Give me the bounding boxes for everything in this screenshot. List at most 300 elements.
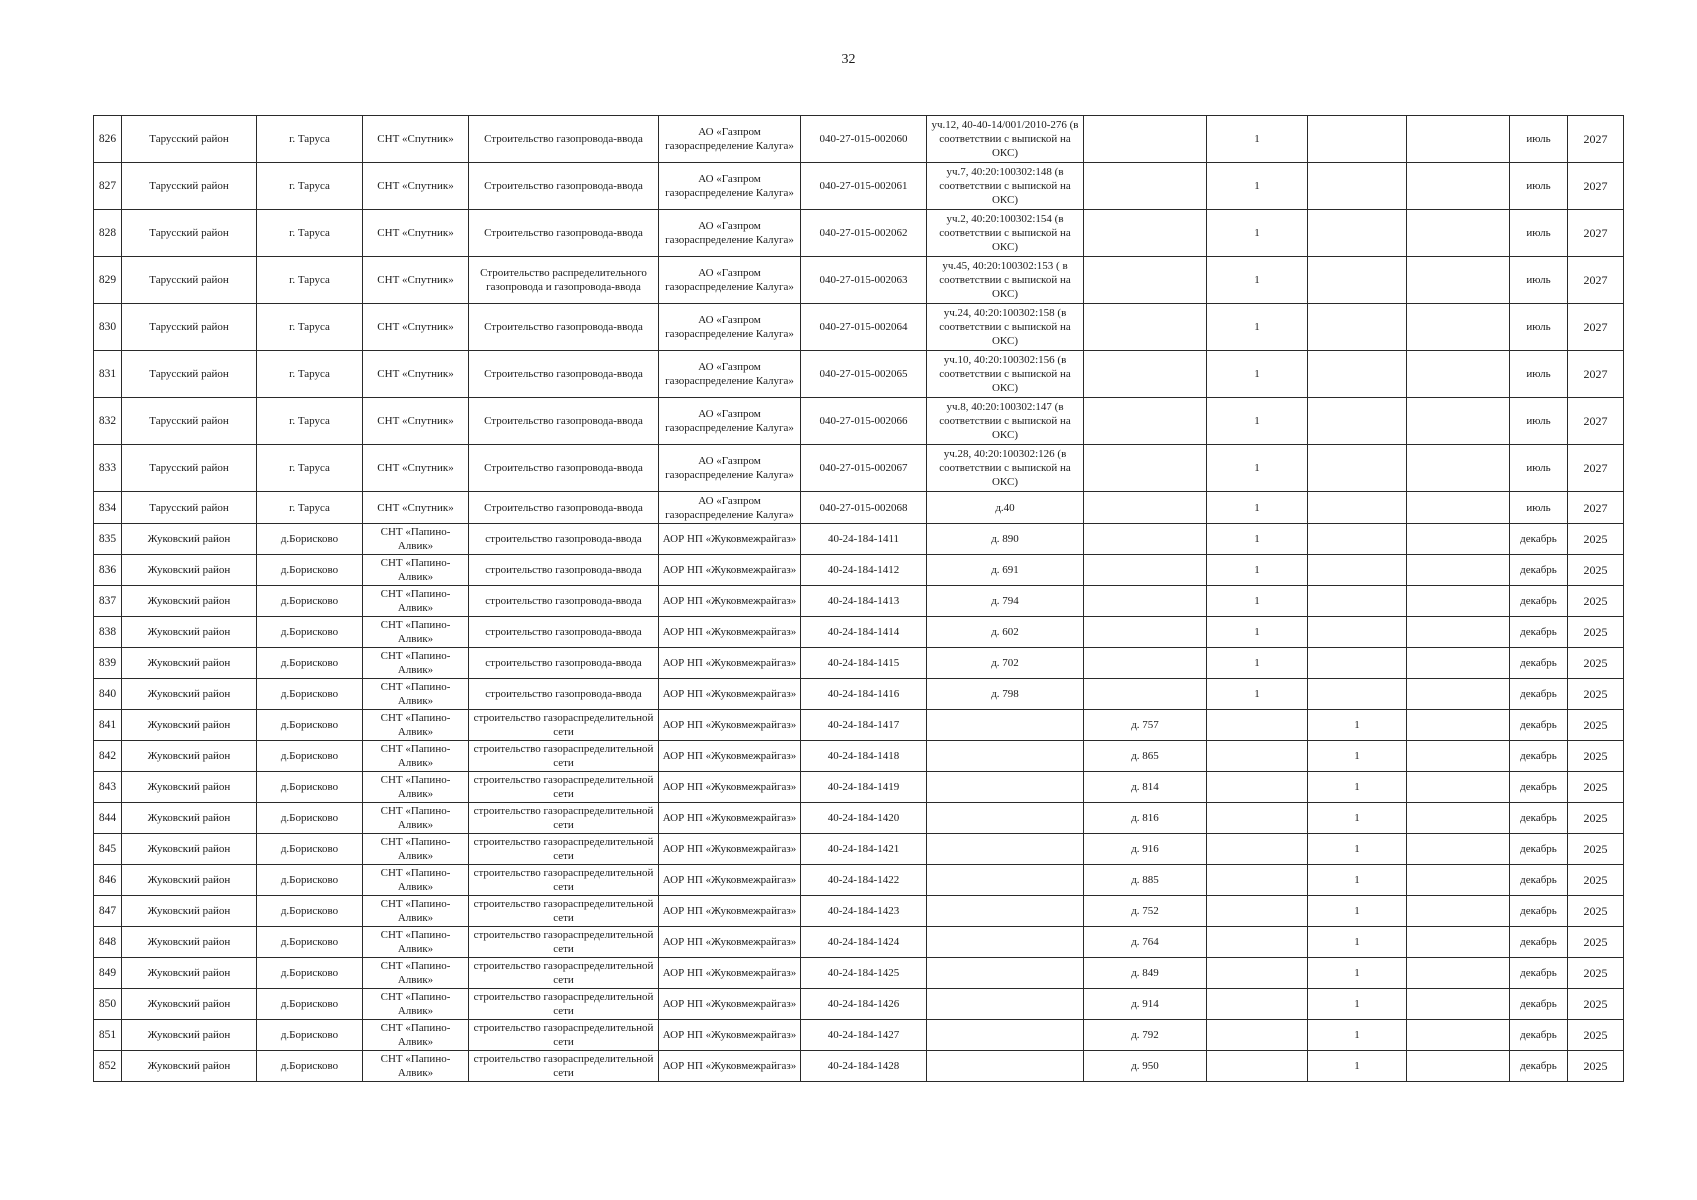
count-cell-c [1407,1051,1510,1082]
table-row [94,648,1624,679]
partnership-cell: СНТ «Папино-Алвик» [363,896,469,927]
code-cell: 040-27-015-002063 [801,257,927,304]
count-cell-b: 1 [1308,927,1407,958]
year-cell: 2025 [1568,741,1624,772]
count-cell-a: 1 [1207,210,1308,257]
count-cell-b [1308,586,1407,617]
district-cell: Жуковский район [122,958,257,989]
house-info-cell [1084,648,1207,679]
organization-cell: АОР НП «Жуковмежрайгаз» [659,927,801,958]
organization-cell: АО «Газпром газораспределение Калуга» [659,351,801,398]
count-cell-a: 1 [1207,304,1308,351]
house-info-cell: д. 865 [1084,741,1207,772]
month-cell: декабрь [1510,865,1568,896]
house-info-cell: д. 916 [1084,834,1207,865]
organization-cell: АОР НП «Жуковмежрайгаз» [659,958,801,989]
district-cell: Жуковский район [122,989,257,1020]
locality-cell: д.Борисково [257,741,363,772]
year-cell: 2025 [1568,1051,1624,1082]
count-cell-a [1207,989,1308,1020]
locality-cell: д.Борисково [257,1020,363,1051]
row-number: 835 [94,524,122,555]
house-info-cell [1084,116,1207,163]
organization-cell: АОР НП «Жуковмежрайгаз» [659,989,801,1020]
district-cell: Тарусский район [122,257,257,304]
month-cell: декабрь [1510,679,1568,710]
plot-info-cell [927,710,1084,741]
locality-cell: г. Таруса [257,492,363,524]
count-cell-b [1308,555,1407,586]
district-cell: Жуковский район [122,679,257,710]
count-cell-c [1407,555,1510,586]
count-cell-a: 1 [1207,555,1308,586]
year-cell: 2027 [1568,163,1624,210]
row-number: 832 [94,398,122,445]
partnership-cell: СНТ «Папино-Алвик» [363,958,469,989]
count-cell-a: 1 [1207,586,1308,617]
partnership-cell: СНТ «Спутник» [363,116,469,163]
organization-cell: АО «Газпром газораспределение Калуга» [659,492,801,524]
count-cell-c [1407,927,1510,958]
locality-cell: д.Борисково [257,679,363,710]
count-cell-b: 1 [1308,958,1407,989]
plot-info-cell [927,896,1084,927]
count-cell-c [1407,257,1510,304]
count-cell-b [1308,210,1407,257]
organization-cell: АО «Газпром газораспределение Калуга» [659,210,801,257]
plot-info-cell: уч.10, 40:20:100302:156 (в соответствии с выпиской на ОКС) [927,351,1084,398]
organization-cell: АОР НП «Жуковмежрайгаз» [659,741,801,772]
code-cell: 40-24-184-1424 [801,927,927,958]
partnership-cell: СНТ «Спутник» [363,398,469,445]
year-cell: 2025 [1568,865,1624,896]
plot-info-cell: д. 691 [927,555,1084,586]
work-type-cell: строительство газораспределительной сети [469,772,659,803]
year-cell: 2025 [1568,524,1624,555]
count-cell-c [1407,445,1510,492]
month-cell: декабрь [1510,648,1568,679]
locality-cell: д.Борисково [257,803,363,834]
count-cell-a: 1 [1207,524,1308,555]
district-cell: Жуковский район [122,1020,257,1051]
count-cell-c [1407,524,1510,555]
row-number: 841 [94,710,122,741]
house-info-cell: д. 950 [1084,1051,1207,1082]
district-cell: Жуковский район [122,586,257,617]
work-type-cell: строительство газопровода-ввода [469,555,659,586]
count-cell-a [1207,710,1308,741]
table-row [94,586,1624,617]
plot-info-cell: уч.7, 40:20:100302:148 (в соответствии с выпиской на ОКС) [927,163,1084,210]
count-cell-c [1407,116,1510,163]
count-cell-b [1308,679,1407,710]
count-cell-c [1407,1020,1510,1051]
organization-cell: АОР НП «Жуковмежрайгаз» [659,617,801,648]
house-info-cell: д. 849 [1084,958,1207,989]
code-cell: 40-24-184-1426 [801,989,927,1020]
count-cell-a: 1 [1207,257,1308,304]
year-cell: 2025 [1568,586,1624,617]
work-type-cell: Строительство газопровода-ввода [469,304,659,351]
work-type-cell: строительство газораспределительной сети [469,710,659,741]
house-info-cell [1084,617,1207,648]
partnership-cell: СНТ «Спутник» [363,351,469,398]
house-info-cell: д. 914 [1084,989,1207,1020]
count-cell-b: 1 [1308,834,1407,865]
page-number: 32 [841,52,856,67]
row-number: 843 [94,772,122,803]
table-row [94,163,1624,210]
locality-cell: д.Борисково [257,710,363,741]
table-row [94,1051,1624,1082]
work-type-cell: строительство газопровода-ввода [469,524,659,555]
code-cell: 040-27-015-002061 [801,163,927,210]
code-cell: 40-24-184-1411 [801,524,927,555]
organization-cell: АОР НП «Жуковмежрайгаз» [659,648,801,679]
year-cell: 2025 [1568,710,1624,741]
count-cell-b [1308,648,1407,679]
month-cell: декабрь [1510,772,1568,803]
table-row [94,445,1624,492]
plot-info-cell [927,958,1084,989]
count-cell-a [1207,1051,1308,1082]
row-number: 833 [94,445,122,492]
work-type-cell: Строительство газопровода-ввода [469,116,659,163]
plot-info-cell: уч.8, 40:20:100302:147 (в соответствии с выпиской на ОКС) [927,398,1084,445]
count-cell-b [1308,617,1407,648]
partnership-cell: СНТ «Спутник» [363,445,469,492]
table-row [94,927,1624,958]
table-row [94,958,1624,989]
row-number: 831 [94,351,122,398]
table-row [94,679,1624,710]
month-cell: декабрь [1510,927,1568,958]
row-number: 834 [94,492,122,524]
row-number: 846 [94,865,122,896]
plot-info-cell [927,927,1084,958]
month-cell: июль [1510,492,1568,524]
district-cell: Тарусский район [122,304,257,351]
year-cell: 2027 [1568,351,1624,398]
work-type-cell: строительство газораспределительной сети [469,989,659,1020]
month-cell: декабрь [1510,524,1568,555]
table-row [94,351,1624,398]
code-cell: 40-24-184-1413 [801,586,927,617]
count-cell-c [1407,210,1510,257]
house-info-cell [1084,257,1207,304]
code-cell: 40-24-184-1421 [801,834,927,865]
year-cell: 2025 [1568,772,1624,803]
district-cell: Жуковский район [122,1051,257,1082]
count-cell-a: 1 [1207,398,1308,445]
row-number: 848 [94,927,122,958]
year-cell: 2025 [1568,679,1624,710]
partnership-cell: СНТ «Спутник» [363,163,469,210]
district-cell: Тарусский район [122,445,257,492]
organization-cell: АОР НП «Жуковмежрайгаз» [659,524,801,555]
table-row [94,772,1624,803]
organization-cell: АО «Газпром газораспределение Калуга» [659,304,801,351]
year-cell: 2025 [1568,555,1624,586]
code-cell: 40-24-184-1412 [801,555,927,586]
work-type-cell: строительство газораспределительной сети [469,927,659,958]
house-info-cell [1084,163,1207,210]
district-cell: Жуковский район [122,524,257,555]
partnership-cell: СНТ «Папино-Алвик» [363,648,469,679]
code-cell: 40-24-184-1419 [801,772,927,803]
organization-cell: АОР НП «Жуковмежрайгаз» [659,1020,801,1051]
month-cell: декабрь [1510,896,1568,927]
count-cell-b [1308,524,1407,555]
code-cell: 40-24-184-1422 [801,865,927,896]
table-row [94,803,1624,834]
district-cell: Жуковский район [122,834,257,865]
work-type-cell: строительство газораспределительной сети [469,834,659,865]
locality-cell: г. Таруса [257,163,363,210]
district-cell: Жуковский район [122,617,257,648]
count-cell-a: 1 [1207,116,1308,163]
partnership-cell: СНТ «Спутник» [363,257,469,304]
organization-cell: АОР НП «Жуковмежрайгаз» [659,1051,801,1082]
work-type-cell: строительство газораспределительной сети [469,1020,659,1051]
count-cell-c [1407,679,1510,710]
count-cell-a [1207,834,1308,865]
year-cell: 2027 [1568,116,1624,163]
row-number: 840 [94,679,122,710]
district-cell: Тарусский район [122,492,257,524]
month-cell: декабрь [1510,958,1568,989]
district-cell: Жуковский район [122,927,257,958]
count-cell-c [1407,163,1510,210]
plot-info-cell: д. 798 [927,679,1084,710]
count-cell-c [1407,803,1510,834]
partnership-cell: СНТ «Папино-Алвик» [363,1020,469,1051]
house-info-cell [1084,524,1207,555]
plot-info-cell [927,772,1084,803]
work-type-cell: строительство газораспределительной сети [469,865,659,896]
month-cell: июль [1510,304,1568,351]
plot-info-cell [927,834,1084,865]
year-cell: 2027 [1568,304,1624,351]
house-info-cell [1084,210,1207,257]
count-cell-b [1308,351,1407,398]
district-cell: Тарусский район [122,163,257,210]
month-cell: декабрь [1510,555,1568,586]
code-cell: 40-24-184-1423 [801,896,927,927]
table-row [94,834,1624,865]
month-cell: июль [1510,116,1568,163]
year-cell: 2027 [1568,445,1624,492]
count-cell-b: 1 [1308,989,1407,1020]
plot-info-cell [927,741,1084,772]
locality-cell: д.Борисково [257,586,363,617]
month-cell: июль [1510,163,1568,210]
count-cell-c [1407,896,1510,927]
month-cell: декабрь [1510,710,1568,741]
count-cell-a: 1 [1207,492,1308,524]
locality-cell: д.Борисково [257,648,363,679]
locality-cell: д.Борисково [257,555,363,586]
locality-cell: д.Борисково [257,834,363,865]
district-cell: Жуковский район [122,803,257,834]
work-type-cell: строительство газораспределительной сети [469,741,659,772]
plot-info-cell [927,989,1084,1020]
locality-cell: г. Таруса [257,304,363,351]
organization-cell: АОР НП «Жуковмежрайгаз» [659,555,801,586]
work-type-cell: строительство газопровода-ввода [469,648,659,679]
plot-info-cell: д. 794 [927,586,1084,617]
plot-info-cell: д. 890 [927,524,1084,555]
count-cell-b: 1 [1308,803,1407,834]
row-number: 828 [94,210,122,257]
organization-cell: АОР НП «Жуковмежрайгаз» [659,586,801,617]
organization-cell: АО «Газпром газораспределение Калуга» [659,398,801,445]
month-cell: июль [1510,351,1568,398]
code-cell: 40-24-184-1415 [801,648,927,679]
row-number: 842 [94,741,122,772]
count-cell-a [1207,958,1308,989]
code-cell: 40-24-184-1414 [801,617,927,648]
table-row [94,304,1624,351]
count-cell-b [1308,445,1407,492]
table-body [94,116,1624,1082]
partnership-cell: СНТ «Спутник» [363,210,469,257]
year-cell: 2025 [1568,1020,1624,1051]
row-number: 847 [94,896,122,927]
house-info-cell: д. 885 [1084,865,1207,896]
count-cell-a [1207,927,1308,958]
house-info-cell [1084,304,1207,351]
table-row [94,741,1624,772]
work-type-cell: Строительство распределительного газопровода и газопровода-ввода [469,257,659,304]
organization-cell: АОР НП «Жуковмежрайгаз» [659,803,801,834]
count-cell-a [1207,772,1308,803]
district-cell: Жуковский район [122,710,257,741]
row-number: 836 [94,555,122,586]
month-cell: декабрь [1510,617,1568,648]
year-cell: 2025 [1568,896,1624,927]
house-info-cell [1084,351,1207,398]
organization-cell: АО «Газпром газораспределение Калуга» [659,257,801,304]
count-cell-c [1407,304,1510,351]
organization-cell: АОР НП «Жуковмежрайгаз» [659,679,801,710]
count-cell-c [1407,398,1510,445]
plot-info-cell [927,1020,1084,1051]
plot-info-cell: уч.12, 40-40-14/001/2010-276 (в соответствии с выпиской на ОКС) [927,116,1084,163]
partnership-cell: СНТ «Папино-Алвик» [363,803,469,834]
count-cell-a: 1 [1207,648,1308,679]
district-cell: Жуковский район [122,648,257,679]
count-cell-a [1207,741,1308,772]
work-type-cell: строительство газораспределительной сети [469,803,659,834]
district-cell: Тарусский район [122,210,257,257]
district-cell: Жуковский район [122,741,257,772]
count-cell-b [1308,257,1407,304]
count-cell-b [1308,163,1407,210]
partnership-cell: СНТ «Спутник» [363,304,469,351]
plot-info-cell: д. 602 [927,617,1084,648]
organization-cell: АО «Газпром газораспределение Калуга» [659,163,801,210]
locality-cell: г. Таруса [257,351,363,398]
code-cell: 040-27-015-002065 [801,351,927,398]
plot-info-cell: д.40 [927,492,1084,524]
work-type-cell: Строительство газопровода-ввода [469,163,659,210]
row-number: 850 [94,989,122,1020]
code-cell: 40-24-184-1418 [801,741,927,772]
count-cell-c [1407,617,1510,648]
plot-info-cell [927,865,1084,896]
house-info-cell [1084,492,1207,524]
plot-info-cell: уч.2, 40:20:100302:154 (в соответствии с выпиской на ОКС) [927,210,1084,257]
locality-cell: г. Таруса [257,116,363,163]
locality-cell: д.Борисково [257,927,363,958]
count-cell-b [1308,492,1407,524]
organization-cell: АОР НП «Жуковмежрайгаз» [659,896,801,927]
row-number: 849 [94,958,122,989]
month-cell: декабрь [1510,803,1568,834]
count-cell-b: 1 [1308,741,1407,772]
count-cell-c [1407,865,1510,896]
count-cell-a [1207,1020,1308,1051]
partnership-cell: СНТ «Папино-Алвик» [363,617,469,648]
partnership-cell: СНТ «Папино-Алвик» [363,555,469,586]
district-cell: Жуковский район [122,555,257,586]
count-cell-b: 1 [1308,772,1407,803]
locality-cell: д.Борисково [257,865,363,896]
count-cell-c [1407,351,1510,398]
row-number: 837 [94,586,122,617]
organization-cell: АОР НП «Жуковмежрайгаз» [659,710,801,741]
row-number: 839 [94,648,122,679]
count-cell-a: 1 [1207,679,1308,710]
row-number: 838 [94,617,122,648]
house-info-cell: д. 816 [1084,803,1207,834]
plot-info-cell: уч.45, 40:20:100302:153 ( в соответствии с выпиской на ОКС) [927,257,1084,304]
work-type-cell: строительство газопровода-ввода [469,617,659,648]
locality-cell: г. Таруса [257,257,363,304]
organization-cell: АОР НП «Жуковмежрайгаз» [659,834,801,865]
count-cell-c [1407,586,1510,617]
district-cell: Тарусский район [122,351,257,398]
count-cell-c [1407,958,1510,989]
organization-cell: АОР НП «Жуковмежрайгаз» [659,772,801,803]
year-cell: 2027 [1568,257,1624,304]
code-cell: 40-24-184-1427 [801,1020,927,1051]
house-info-cell [1084,445,1207,492]
table-row [94,896,1624,927]
partnership-cell: СНТ «Папино-Алвик» [363,741,469,772]
month-cell: декабрь [1510,1020,1568,1051]
locality-cell: д.Борисково [257,989,363,1020]
count-cell-a: 1 [1207,163,1308,210]
work-type-cell: Строительство газопровода-ввода [469,445,659,492]
table-row [94,210,1624,257]
house-info-cell: д. 792 [1084,1020,1207,1051]
partnership-cell: СНТ «Папино-Алвик» [363,927,469,958]
work-type-cell: Строительство газопровода-ввода [469,351,659,398]
locality-cell: г. Таруса [257,210,363,257]
count-cell-a [1207,803,1308,834]
row-number: 845 [94,834,122,865]
month-cell: декабрь [1510,741,1568,772]
count-cell-c [1407,772,1510,803]
district-cell: Жуковский район [122,772,257,803]
house-info-cell: д. 814 [1084,772,1207,803]
partnership-cell: СНТ «Папино-Алвик» [363,679,469,710]
row-number: 826 [94,116,122,163]
year-cell: 2027 [1568,398,1624,445]
table-row [94,710,1624,741]
